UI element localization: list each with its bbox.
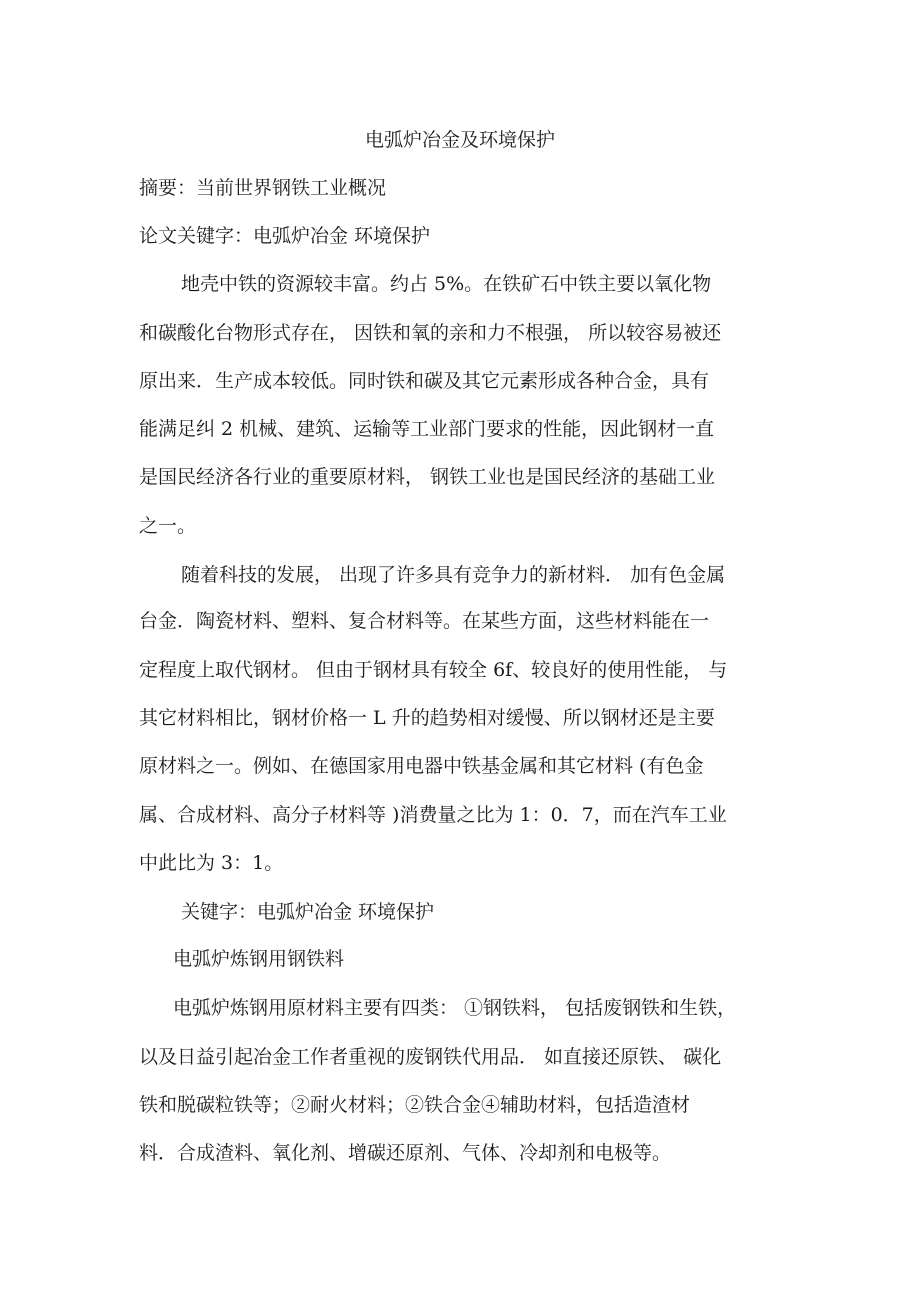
paragraph-line: 随着科技的发展， 出现了许多具有竞争力的新材料． 加有色金属 [181, 564, 726, 586]
paragraph-line: 定程度上取代钢材。 但由于钢材具有较全 6f、较良好的使用性能， 与 [139, 659, 728, 681]
paragraph-line: 铁和脱碳粒铁等；②耐火材料；②铁合金④辅助材料，包括造渣材 [139, 1094, 691, 1116]
paragraph-line: 台金．陶瓷材料、塑料、复合材料等。在某些方面，这些材料能在一 [139, 610, 710, 632]
paragraph-line: 之一。 [139, 515, 197, 537]
paragraph-line: 原材料之一。例如、在德国家用电器中铁基金属和其它材料 (有色金 [139, 755, 704, 777]
keywords-line: 论文关键字：电弧炉冶金 环境保护 [139, 225, 431, 247]
paragraph-line: 地壳中铁的资源较丰富。约占 5%。在铁矿石中铁主要以氧化物 [181, 273, 712, 295]
paragraph-line: 能满足纠 2 机械、建筑、运输等工业部门要求的性能，因此钢材一直 [139, 418, 715, 440]
document-title: 电弧炉冶金及环境保护 [364, 129, 555, 151]
paragraph-line: 料．合成渣料、氧化剂、增碳还原剂、气体、冷却剂和电极等。 [139, 1142, 672, 1164]
paragraph-line: 电弧炉炼钢用原材料主要有四类： ①钢铁料， 包括废钢铁和生铁， [173, 997, 737, 1019]
paragraph-line: 原出来．生产成本较低。同时铁和碳及其它元素形成各种合金，具有 [139, 370, 710, 392]
paragraph-line: 中此比为 3：1。 [139, 852, 284, 874]
paragraph-line: 是国民经济各行业的重要原材料， 钢铁工业也是国民经济的基础工业 [139, 466, 716, 488]
section-heading: 电弧炉炼钢用钢铁料 [173, 948, 345, 970]
paragraph-line: 以及日益引起冶金工作者重视的废钢铁代用品． 如直接还原铁、 碳化 [139, 1046, 722, 1068]
paragraph-line: 属、合成材料、高分子材料等 )消费量之比为 1：0．7，而在汽车工业 [139, 804, 727, 826]
paragraph-line: 和碳酸化台物形式存在， 因铁和氧的亲和力不根强， 所以较容易被还 [139, 322, 722, 344]
keywords-repeat: 关键字：电弧炉冶金 环境保护 [181, 901, 435, 923]
paragraph-line: 其它材料相比，钢材价格一 L 升的趋势相对缓慢、所以钢材还是主要 [139, 707, 715, 729]
abstract-line: 摘要：当前世界钢铁工业概况 [139, 177, 387, 199]
